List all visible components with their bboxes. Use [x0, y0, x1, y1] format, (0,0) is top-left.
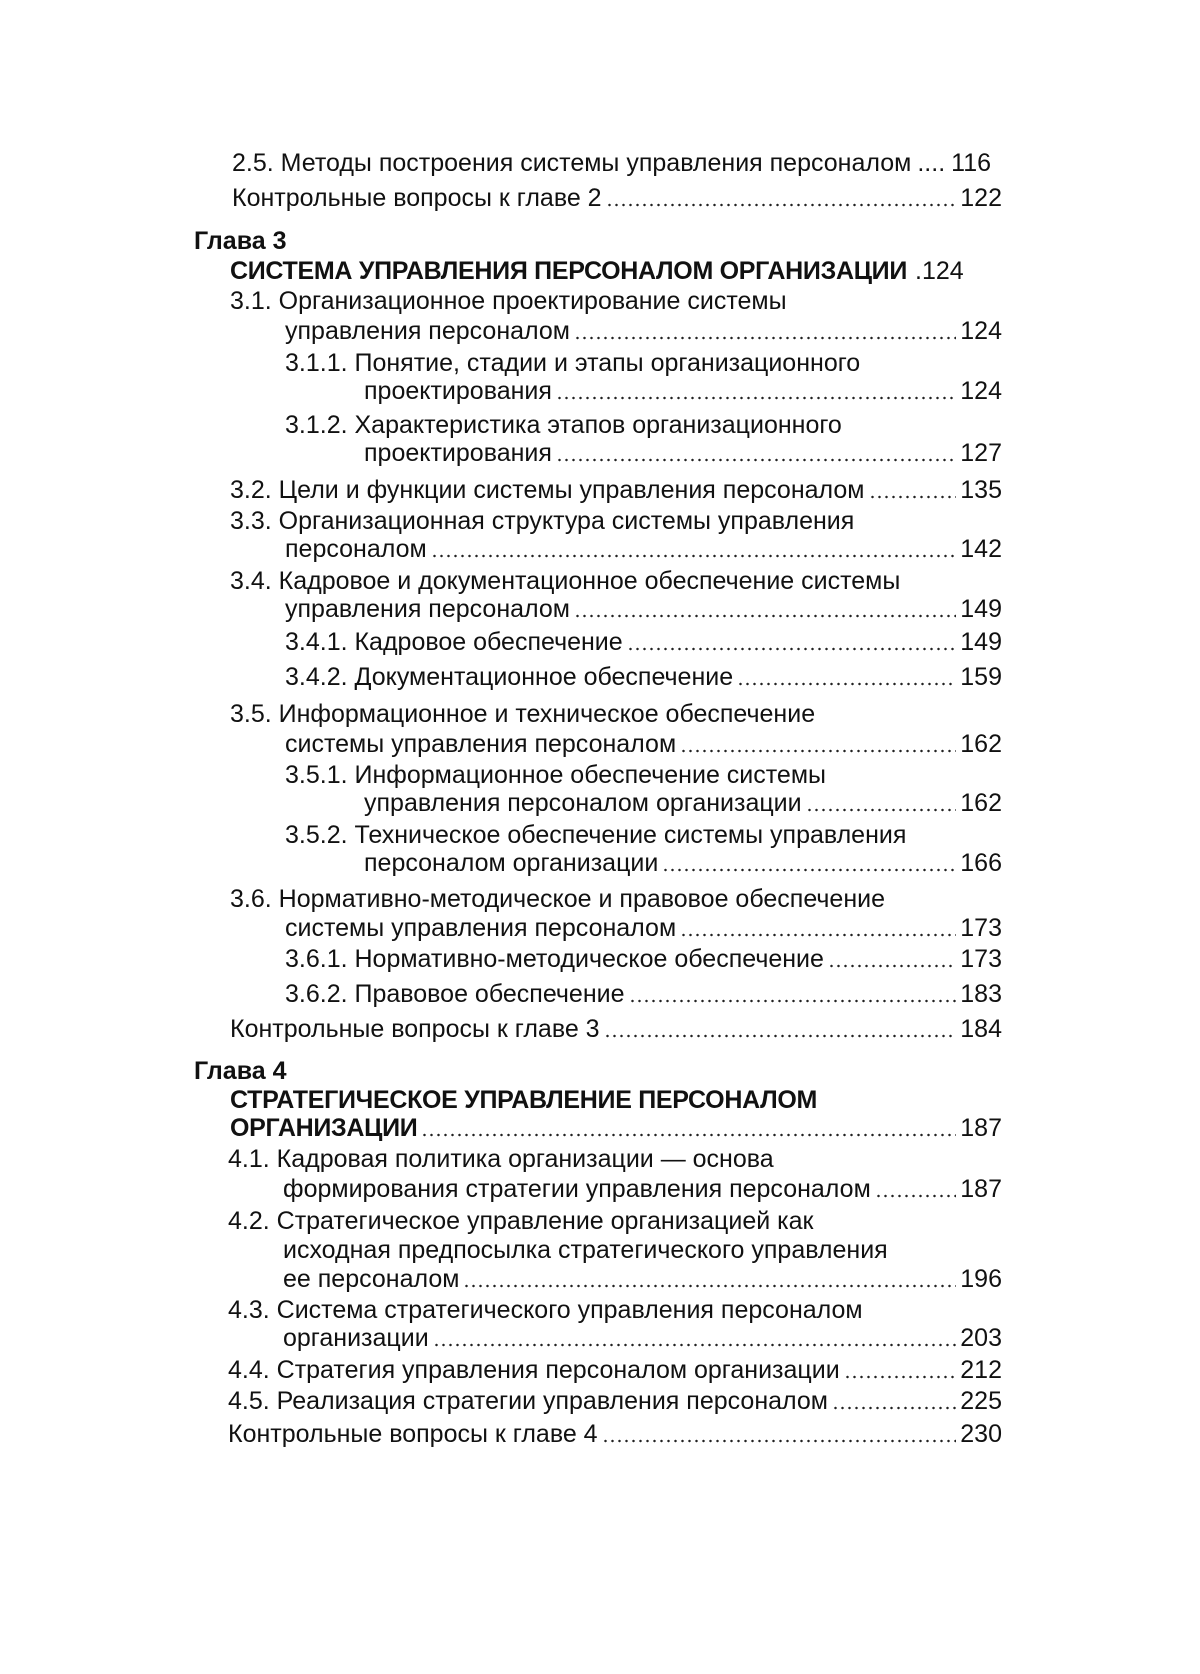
chapter-3-title — [230, 256, 1002, 286]
toc-leader — [844, 1360, 957, 1380]
toc-entry-3-6-1 — [285, 944, 1002, 974]
toc-entry-text: 3.6.2. Правовое обеспечение — [285, 980, 625, 1008]
toc-leader — [433, 1328, 957, 1348]
toc-entry-page: 183 — [960, 980, 1002, 1008]
toc-entry-text: Контрольные вопросы к главе 2 — [232, 184, 602, 212]
toc-entry-questions-3 — [230, 1014, 1002, 1044]
chapter-4-title — [230, 1113, 1002, 1143]
toc-entry-page: 173 — [960, 914, 1002, 942]
toc-entry-text: 3.2. Цели и функции системы управления персоналом — [230, 476, 865, 504]
toc-entry-text: управления персоналом — [285, 595, 570, 623]
toc-leader — [604, 1019, 957, 1039]
toc-entry-4-4 — [228, 1355, 1002, 1385]
toc-entry-3-1-1-line1: 3.1.1. Понятие, стадии и этапы организационного — [285, 349, 861, 377]
toc-entry-3-6 — [285, 913, 1002, 943]
toc-entry-text: СИСТЕМА УПРАВЛЕНИЯ ПЕРСОНАЛОМ ОРГАНИЗАЦИИ — [230, 257, 908, 285]
toc-entry-questions-4 — [228, 1419, 1002, 1449]
toc-entry-3-4-line1: 3.4. Кадровое и документационное обеспечение системы — [230, 567, 901, 595]
toc-entry-page: 116 — [951, 149, 992, 177]
toc-entry-text: 3.4.1. Кадровое обеспечение — [285, 628, 623, 656]
toc-entry-4-3-line1: 4.3. Система стратегического управления персоналом — [228, 1296, 863, 1324]
toc-entry-text: проектирования — [364, 439, 552, 467]
toc-entry-text: 4.4. Стратегия управления персоналом организации — [228, 1356, 840, 1384]
toc-leader — [627, 632, 957, 652]
toc-entry-3-2 — [230, 475, 1002, 505]
toc-entry-4-3 — [283, 1323, 1002, 1353]
toc-entry-page: 203 — [960, 1324, 1002, 1352]
toc-entry-text: 2.5. Методы построения системы управления персоналом — [232, 149, 912, 177]
toc-entry-page: 149 — [960, 628, 1002, 656]
toc-entry-4-5 — [228, 1386, 1002, 1416]
toc-leader — [556, 381, 956, 401]
toc-entry-2-5 — [232, 148, 1002, 178]
toc-entry-3-5-1-line1: 3.5.1. Информационное обеспечение системы — [285, 761, 826, 789]
toc-leader: .... — [917, 149, 946, 177]
toc-entry-text: персоналом — [285, 535, 427, 563]
chapter-4-title-line1: СТРАТЕГИЧЕСКОЕ УПРАВЛЕНИЕ ПЕРСОНАЛОМ — [230, 1086, 818, 1114]
toc-entry-text: Контрольные вопросы к главе 4 — [228, 1420, 598, 1448]
toc-entry-page: 159 — [960, 663, 1002, 691]
toc-entry-page: 124 — [921, 257, 964, 285]
toc-entry-text: персоналом организации — [364, 849, 659, 877]
toc-leader — [463, 1269, 956, 1289]
toc-leader — [629, 984, 957, 1004]
toc-leader — [574, 321, 956, 341]
chapter-4-label: Глава 4 — [194, 1057, 287, 1085]
toc-entry-page: 162 — [960, 789, 1002, 817]
toc-entry-page: 187 — [960, 1114, 1002, 1142]
toc-entry-4-1-line1: 4.1. Кадровая политика организации — основа — [228, 1145, 774, 1173]
toc-entry-3-1-1 — [364, 376, 1002, 406]
toc-leader — [606, 188, 957, 208]
toc-entry-text: системы управления персоналом — [285, 914, 677, 942]
toc-entry-3-5-2-line1: 3.5.2. Техническое обеспечение системы управления — [285, 821, 907, 849]
toc-entry-text: 4.5. Реализация стратегии управления персоналом — [228, 1387, 828, 1415]
toc-entry-text: управления персоналом — [285, 317, 570, 345]
toc-entry-text: Контрольные вопросы к главе 3 — [230, 1015, 600, 1043]
toc-entry-3-4-2 — [285, 662, 1002, 692]
toc-entry-page: 162 — [960, 730, 1002, 758]
toc-leader — [680, 734, 956, 754]
toc-leader — [806, 793, 957, 813]
toc-entry-3-6-2 — [285, 979, 1002, 1009]
toc-entry-3-5-1 — [364, 788, 1002, 818]
toc-leader: . — [915, 257, 922, 285]
toc-entry-page: 135 — [960, 476, 1002, 504]
toc-leader — [574, 599, 956, 619]
toc-entry-4-2-line1: 4.2. Стратегическое управление организацией как — [228, 1207, 814, 1235]
toc-entry-page: 225 — [960, 1387, 1002, 1415]
toc-leader — [828, 949, 956, 969]
toc-entry-3-4-1 — [285, 627, 1002, 657]
toc-entry-3-1-2 — [364, 438, 1002, 468]
toc-entry-4-2 — [283, 1264, 1002, 1294]
toc-entry-text: ее персоналом — [283, 1265, 460, 1293]
toc-entry-3-5 — [285, 729, 1002, 759]
toc-entry-page: 127 — [960, 439, 1002, 467]
toc-leader — [421, 1118, 956, 1138]
toc-leader — [832, 1391, 956, 1411]
toc-entry-3-1-line1: 3.1. Организационное проектирование системы — [230, 287, 787, 315]
toc-entry-3-1-2-line1: 3.1.2. Характеристика этапов организационного — [285, 411, 842, 439]
toc-entry-page: 122 — [960, 184, 1002, 212]
toc-entry-page: 187 — [960, 1175, 1002, 1203]
chapter-3-label: Глава 3 — [194, 227, 287, 255]
toc-entry-3-5-line1: 3.5. Информационное и техническое обеспечение — [230, 700, 816, 728]
toc-entry-text: проектирования — [364, 377, 552, 405]
toc-leader — [602, 1424, 957, 1444]
toc-entry-questions-2 — [232, 183, 1002, 213]
toc-entry-page: 149 — [960, 595, 1002, 623]
toc-entry-page: 124 — [960, 317, 1002, 345]
toc-entry-text: 3.6.1. Нормативно-методическое обеспечение — [285, 945, 824, 973]
toc-entry-3-3-line1: 3.3. Организационная структура системы управления — [230, 507, 855, 535]
toc-entry-3-1 — [285, 316, 1002, 346]
toc-entry-text: ОРГАНИЗАЦИИ — [230, 1114, 418, 1142]
toc-leader — [556, 443, 956, 463]
toc-entry-3-3 — [285, 534, 1002, 564]
toc-leader — [431, 539, 957, 559]
toc-leader — [875, 1179, 957, 1199]
toc-leader — [737, 667, 956, 687]
toc-leader — [680, 918, 956, 938]
toc-entry-text: 3.4.2. Документационное обеспечение — [285, 663, 734, 691]
toc-entry-4-2-line2: исходная предпосылка стратегического управления — [283, 1236, 888, 1264]
toc-entry-3-6-line1: 3.6. Нормативно-методическое и правовое обеспечение — [230, 885, 885, 913]
toc-entry-text: управления персоналом организации — [364, 789, 802, 817]
toc-entry-page: 196 — [960, 1265, 1002, 1293]
toc-entry-page: 166 — [960, 849, 1002, 877]
toc-entry-page: 173 — [960, 945, 1002, 973]
toc-entry-page: 230 — [960, 1420, 1002, 1448]
toc-entry-text: организации — [283, 1324, 429, 1352]
toc-entry-page: 212 — [960, 1356, 1002, 1384]
toc-leader — [662, 853, 956, 873]
toc-entry-text: формирования стратегии управления персоналом — [283, 1175, 871, 1203]
toc-entry-3-4 — [285, 594, 1002, 624]
toc-entry-page: 124 — [960, 377, 1002, 405]
toc-entry-text: системы управления персоналом — [285, 730, 677, 758]
toc-leader — [869, 480, 957, 500]
toc-entry-4-1 — [283, 1174, 1002, 1204]
toc-entry-page: 184 — [960, 1015, 1002, 1043]
toc-entry-page: 142 — [960, 535, 1002, 563]
toc-entry-3-5-2 — [364, 848, 1002, 878]
